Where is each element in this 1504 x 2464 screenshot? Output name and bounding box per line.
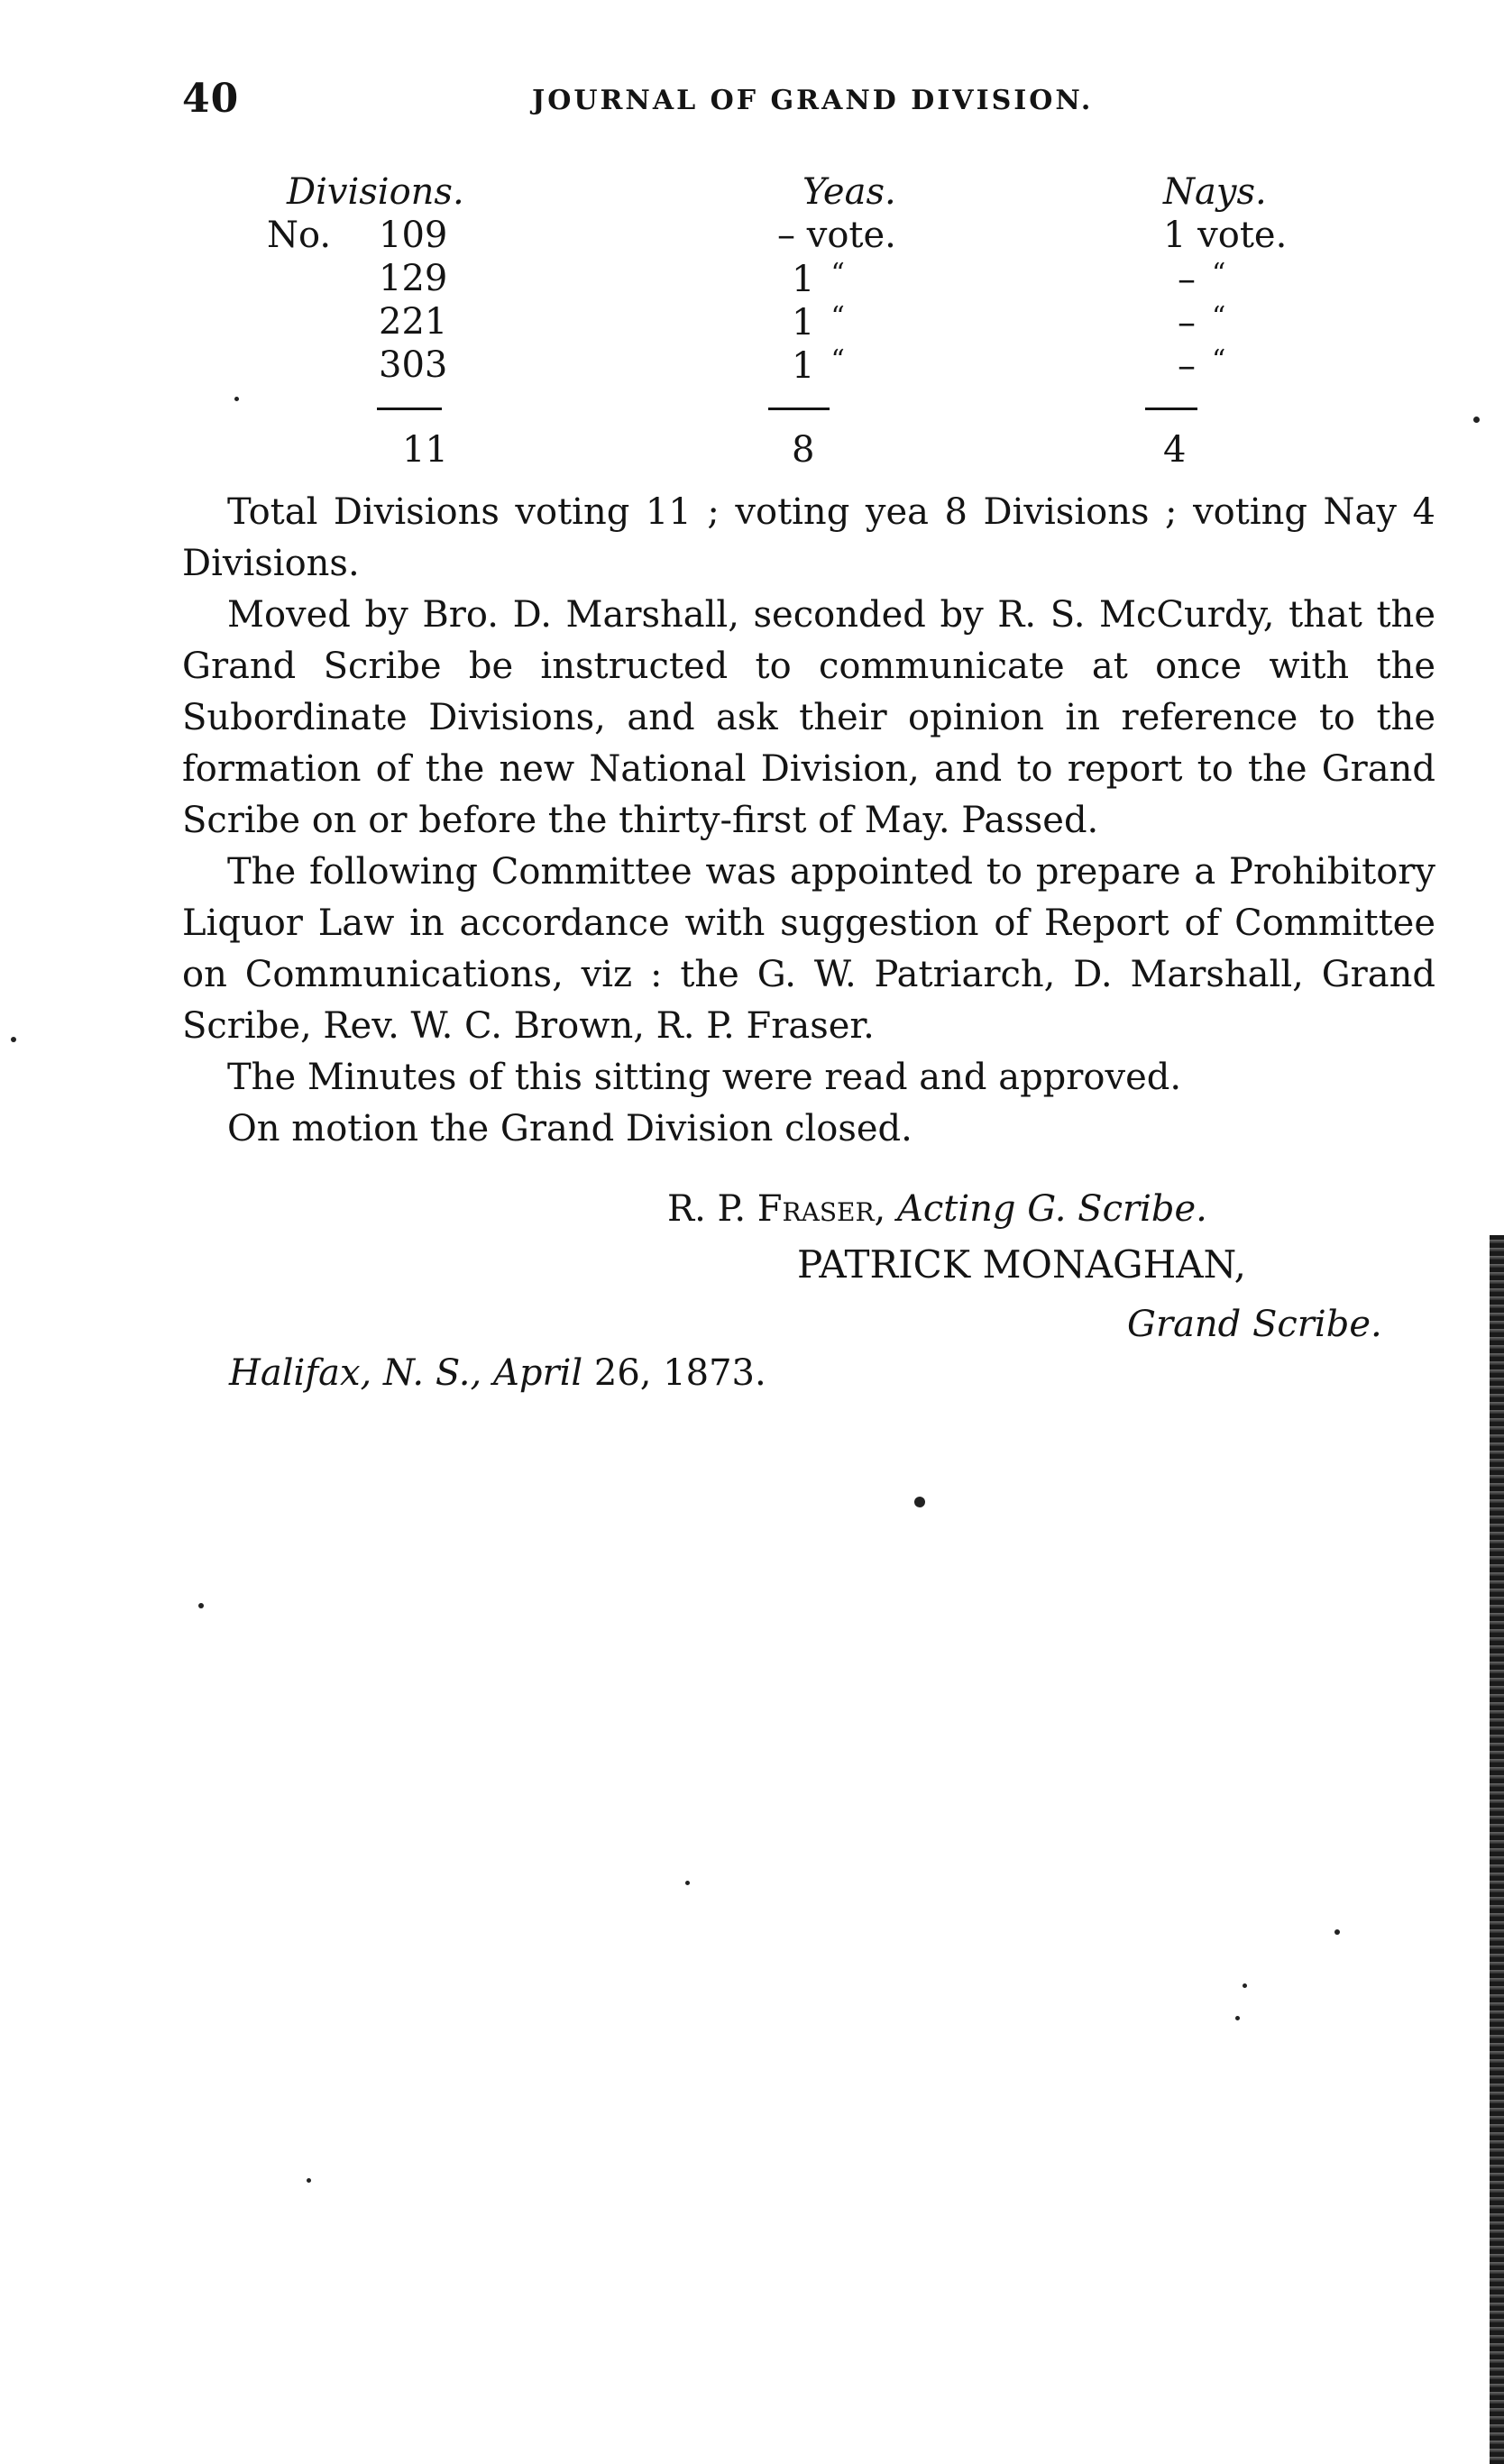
ink-speck [1473,417,1480,423]
total-nays: 4 [1163,429,1187,471]
total-divisions: 11 [402,429,448,471]
sum-rule [377,408,442,410]
grand-scribe-title: Grand Scribe. [1127,1304,1382,1345]
ink-speck [685,1881,690,1885]
paragraph-motion: Moved by Bro. D. Marshall, seconded by R. S. McCurdy, that the Grand Scribe be instructed to communicate at once with the Subordinate Divisions, and ask their opinion in reference to the formation of the new National Division, and to report to the Grand Scribe on or before the thirty-first of May. Passed. [182,594,1435,841]
table-row-division: 303 [379,344,448,386]
ink-speck [11,1037,16,1042]
ditto-mark: “ [1212,258,1226,289]
acting-scribe-title: Acting G. Scribe. [896,1188,1207,1230]
row-prefix: No. [267,215,332,256]
scan-edge-strip [1490,1235,1504,2464]
ink-speck [1235,2016,1240,2020]
vote-table [0,171,1504,478]
place-date-day: 26, 1873. [593,1352,766,1394]
table-row-division: 109 [379,215,448,256]
ditto-mark: “ [1212,301,1226,333]
table-row-yea: 1 “ [792,258,845,300]
page-number: 40 [182,76,240,122]
acting-scribe-name: R. P. Fraser, [667,1188,886,1230]
header-yeas: Yeas. [802,171,896,213]
ink-speck [198,1603,204,1608]
ditto-mark: “ [1212,344,1226,376]
table-row-division: 129 [379,258,448,299]
header-divisions: Divisions. [287,171,464,213]
acting-scribe-signature [667,1188,1207,1230]
sum-rule [1145,408,1197,410]
ink-speck [1334,1929,1340,1935]
paragraph-totals: Total Divisions voting 11 ; voting yea 8 Divisions ; voting Nay 4 Divisions. [182,491,1435,584]
grand-scribe-name: PATRICK MONAGHAN, [797,1242,1246,1287]
place-date-place: Halifax, N. S., April [229,1352,583,1394]
ditto-mark: “ [830,258,845,289]
ink-speck [307,2178,311,2183]
header-nays: Nays. [1163,171,1267,213]
minutes-body [182,487,1435,1155]
ink-speck [1243,1983,1247,1988]
paragraph-closed: On motion the Grand Division closed. [227,1108,912,1150]
ink-speck [914,1497,925,1507]
ink-speck [234,397,239,401]
table-row-yea: 1 “ [792,344,845,387]
paragraph-committee: The following Committee was appointed to prepare a Prohibitory Liquor Law in accordance with suggestion of Report of Committee on Communications, viz : the G. W. Patriarch, D. Marshall, Grand Scribe, Rev. W. C. Brown, R. P. Fraser. [182,851,1435,1047]
table-row-yea: 1 “ [792,301,845,343]
ditto-mark: “ [830,301,845,333]
table-row-nay: – “ [1178,344,1226,387]
paragraph-minutes-approved: The Minutes of this sitting were read and approved. [227,1057,1182,1098]
table-row-division: 221 [379,301,448,343]
table-row-nay: – “ [1178,301,1226,343]
ditto-mark: “ [830,344,845,376]
table-row-nay: 1 vote. [1163,215,1288,256]
total-yeas: 8 [792,429,815,471]
table-row-yea: – vote. [777,215,896,256]
table-row-nay: – “ [1178,258,1226,300]
sum-rule [768,408,830,410]
running-head: JOURNAL OF GRAND DIVISION. [532,85,1094,116]
place-date [229,1352,766,1394]
